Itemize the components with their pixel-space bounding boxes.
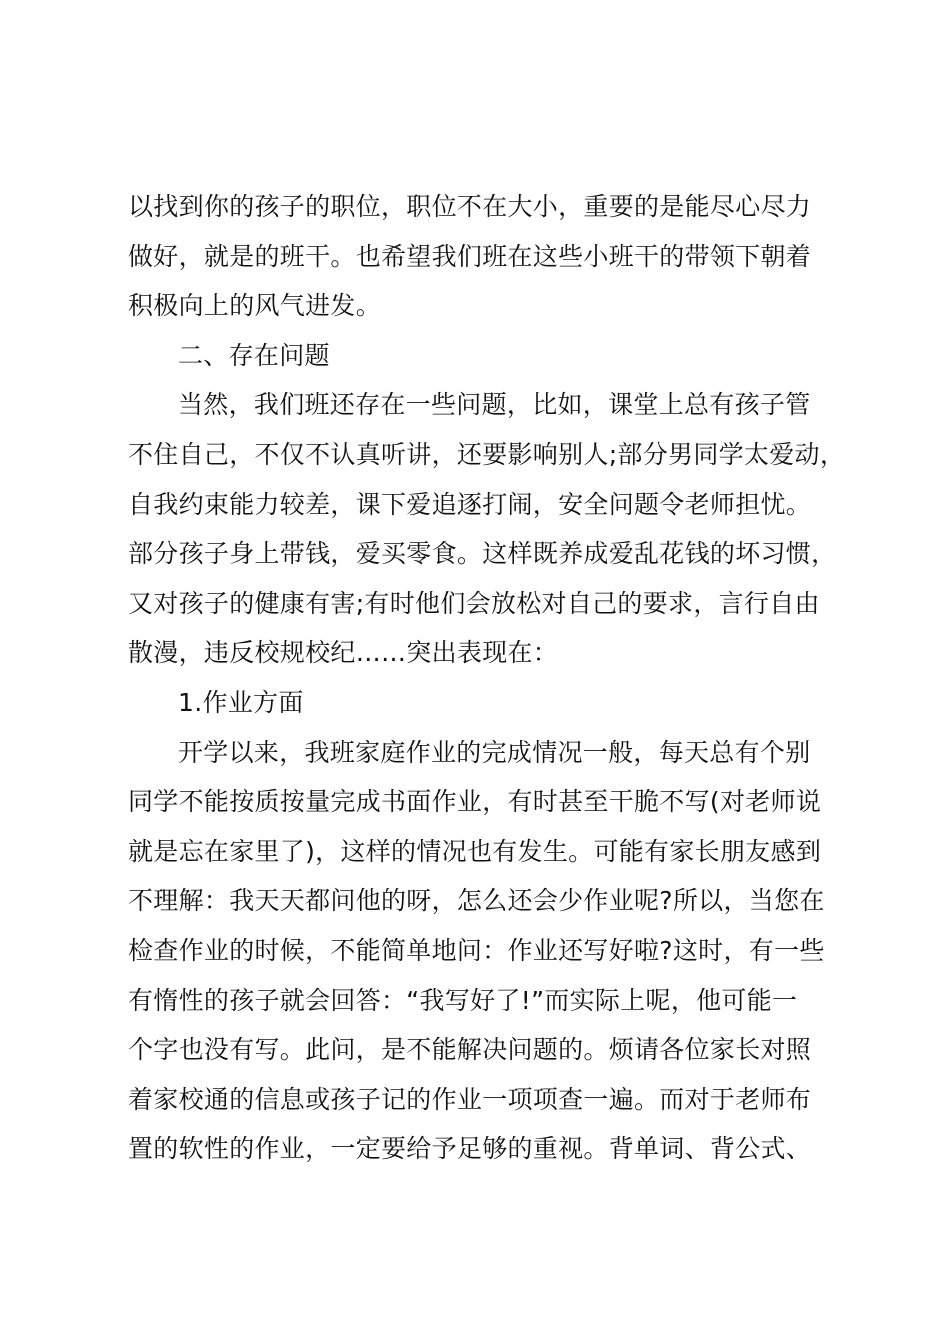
paragraph-line: 当然，我们班还存在一些问题，比如，课堂上总有孩子管 — [178, 390, 811, 420]
paragraph-line: 就是忘在家里了)，这样的情况也有发生。可能有家长朋友感到 — [128, 836, 822, 866]
paragraph-line: 开学以来，我班家庭作业的完成情况一般，每天总有个别 — [178, 737, 811, 767]
paragraph-line: 置的软性的作业，一定要给予足够的重视。背单词、背公式、 — [128, 1134, 812, 1164]
document-body — [128, 182, 848, 1174]
paragraph-line: 又对孩子的健康有害;有时他们会放松对自己的要求，言行自由 — [128, 588, 820, 618]
paragraph-line: 不理解：我天天都问他的呀，怎么还会少作业呢?所以，当您在 — [128, 886, 825, 916]
paragraph-line: 以找到你的孩子的职位，职位不在大小，重要的是能尽心尽力 — [128, 192, 812, 221]
paragraph-line: 散漫，违反校规校纪……突出表现在： — [128, 638, 559, 668]
paragraph-line: 不住自己，不仅不认真听讲，还要影响别人;部分男同学太爱动， — [128, 439, 846, 469]
subsection-heading: 1.作业方面 — [178, 687, 304, 717]
paragraph-line: 积极向上的风气进发。 — [128, 291, 382, 321]
paragraph-line: 部分孩子身上带钱，爱买零食。这样既养成爱乱花钱的坏习惯， — [128, 539, 837, 569]
section-heading: 二、存在问题 — [178, 340, 330, 370]
paragraph-line: 做好，就是的班干。也希望我们班在这些小班干的带领下朝着 — [128, 241, 812, 271]
paragraph-line: 个字也没有写。此问，是不能解决问题的。烦请各位家长对照 — [128, 1035, 812, 1065]
paragraph-line: 有惰性的孩子就会回答：“我写好了!”而实际上呢，他可能一 — [128, 985, 798, 1015]
paragraph-line: 着家校通的信息或孩子记的作业一项项查一遍。而对于老师布 — [128, 1084, 812, 1114]
paragraph-line: 检查作业的时候，不能简单地问：作业还写好啦?这时，有一些 — [128, 935, 825, 965]
paragraph-line: 自我约束能力较差，课下爱追逐打闹，安全问题令老师担忧。 — [128, 489, 812, 519]
paragraph-line: 同学不能按质按量完成书面作业，有时甚至干脆不写(对老师说 — [128, 787, 822, 817]
